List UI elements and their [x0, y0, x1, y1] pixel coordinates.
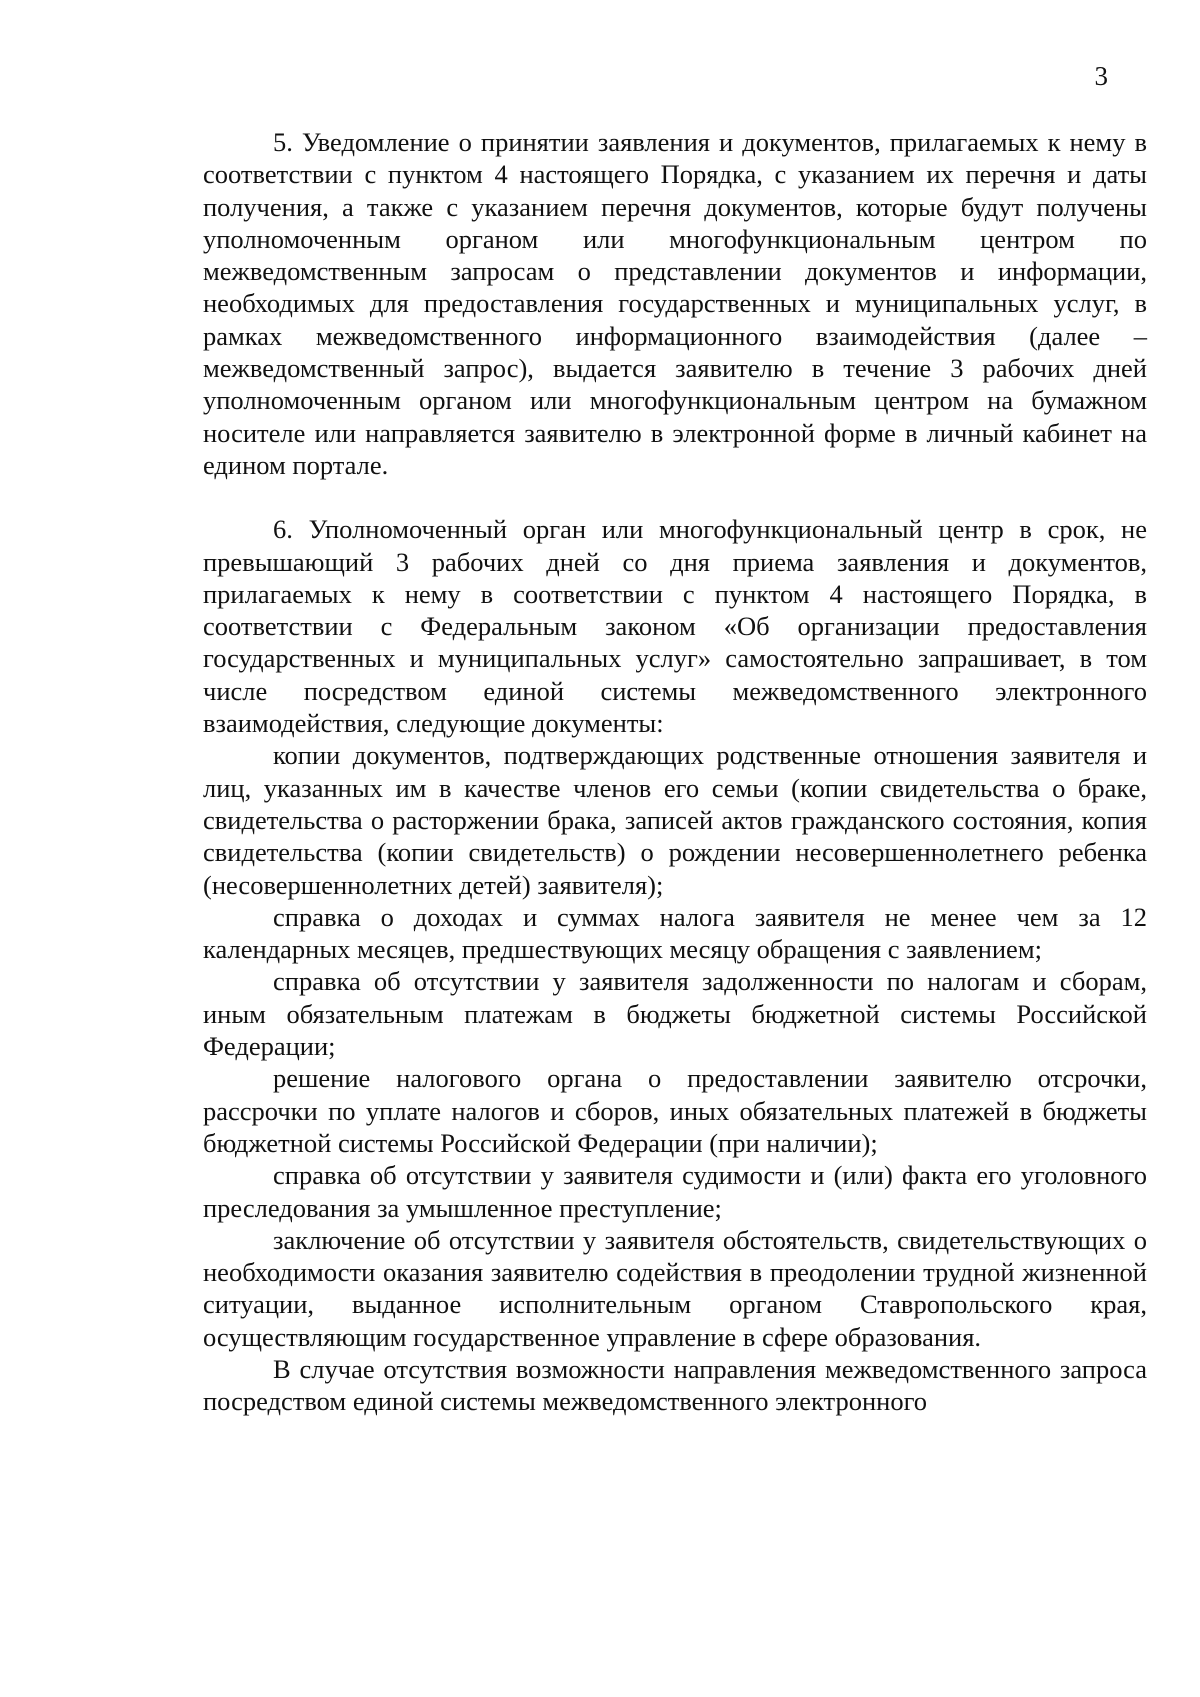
- list-item-income-certificate: справка о доходах и суммах налога заявителя не менее чем за 12 календарных месяцев, предшествующих месяцу обращения с заявлением;: [203, 901, 1147, 965]
- list-item-criminal-record-certificate: справка об отсутствии у заявителя судимости и (или) факта его уголовного преследования за умышленное преступление;: [203, 1160, 1147, 1223]
- list-item-tax-deferral-decision: решение налогового органа о предоставлении заявителю отсрочки, рассрочки по уплате налогов и сборов, иных обязательных платежей в бюджеты бюджетной системы Российской Федерации (при наличии);: [203, 1063, 1147, 1158]
- list-item-tax-debt-certificate: справка об отсутствии у заявителя задолженности по налогам и сборам, иным обязательным платежам в бюджеты бюджетной системы Российской Федерации;: [203, 966, 1147, 1062]
- page-number: 3: [1094, 61, 1108, 91]
- document-body: [203, 126, 1147, 1418]
- paragraph-5: 5. Уведомление о принятии заявления и документов, прилагаемых к нему в соответствии с пунктом 4 настоящего Порядка, с указанием их перечня и даты получения, а также с указанием перечня документов, которые будут получены уполномоченным органом или многофункциональным центром по межведомственным запросам о представлении документов и информации, необходимых для предоставления государственных и муниципальных услуг, в рамках межведомственного информационного взаимодействия (далее – межведомственный запрос), выдается заявителю в течение 3 рабочих дней уполномоченным органом или многофункциональным центром на бумажном носителе или направляется заявителю в электронной форме в личный кабинет на едином портале.: [203, 127, 1147, 480]
- paragraph-interagency-request: В случае отсутствия возможности направления межведомственного запроса посредством единой системы межведомственного электронного: [203, 1353, 1147, 1417]
- paragraph-6: 6. Уполномоченный орган или многофункциональный центр в срок, не превышающий 3 рабочих дней со дня приема заявления и документов, прилагаемых к нему в соответствии с пунктом 4 настоящего Порядка, в соответствии с Федеральным законом «Об организации предоставления государственных и муниципальных услуг» самостоятельно запрашивает, в том числе посредством единой системы межведомственного электронного взаимодействия, следующие документы:: [203, 514, 1147, 739]
- list-item-kinship-documents: копии документов, подтверждающих родственные отношения заявителя и лиц, указанных им в качестве членов его семьи (копии свидетельства о браке, свидетельства о расторжении брака, записей актов гражданского состояния, копия свидетельства (копии свидетельств) о рождении несовершеннолетнего ребенка (несовершеннолетних детей) заявителя);: [203, 740, 1147, 900]
- list-item-conclusion: заключение об отсутствии у заявителя обстоятельств, свидетельствующих о необходимости оказания заявителю содействия в преодолении трудной жизненной ситуации, выданное исполнительным органом Ставропольского края, осуществляющим государственное управление в сфере образования.: [203, 1224, 1147, 1352]
